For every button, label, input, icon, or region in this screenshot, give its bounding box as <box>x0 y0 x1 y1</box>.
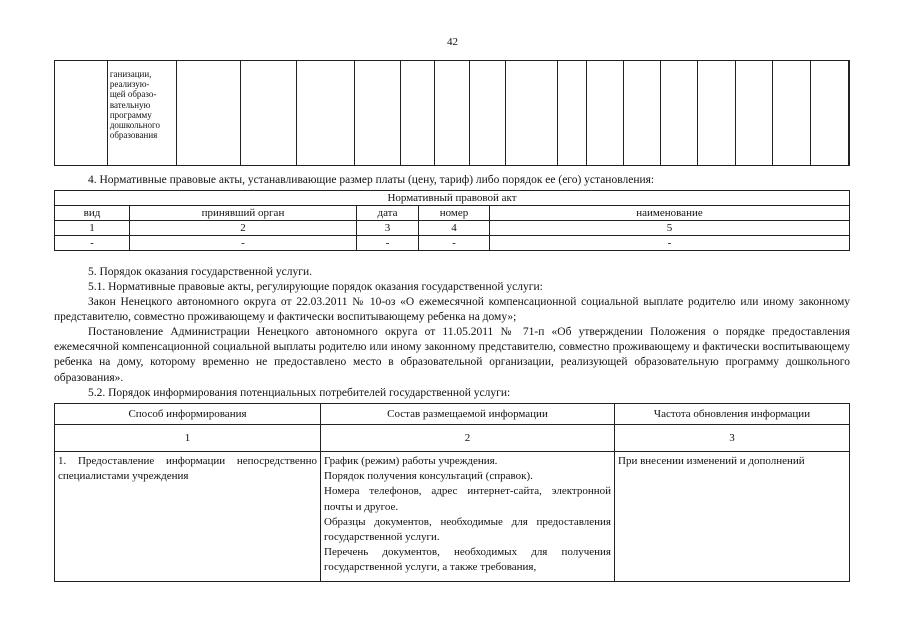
section-5-title: 5. Порядок оказания государственной услуги. <box>88 266 312 278</box>
continuation-table <box>54 60 850 166</box>
resolution-paragraph: Постановление Администрации Ненецкого автономного округа от 11.05.2011 № 71-п «Об утверждении Положения о порядке предоставления ежемесячной компенсационной социальной выплаты родителю или иному законному представителю, совместно проживающему и фактически воспитывающему ребенка на дому, которому временно не предоставлено место в образовательной организации, реализующей образовательную программу дошкольного образования». <box>54 326 850 384</box>
column-number: 4 <box>419 221 490 236</box>
column-header: принявший орган <box>130 206 357 221</box>
table-cell: - <box>130 236 357 251</box>
column-number: 1 <box>55 221 130 236</box>
law-paragraph: Закон Ненецкого автономного округа от 22.03.2011 № 10-оз «О ежемесячной компенсационной социальной выплате родителю или иному законному представителю, совместно проживающему и фактически воспитывающему ребенка на дому»; <box>54 296 850 324</box>
table-row <box>55 452 850 582</box>
table-row <box>55 61 850 166</box>
table-row <box>55 236 850 251</box>
column-header: Способ информирования <box>55 404 321 425</box>
table-cell: - <box>357 236 419 251</box>
fee-acts-table <box>54 190 850 251</box>
table-row <box>55 191 850 206</box>
page-number: 42 <box>447 36 458 48</box>
table-row <box>55 425 850 452</box>
column-header: Состав размещаемой информации <box>321 404 615 425</box>
column-header: Частота обновления информации <box>615 404 850 425</box>
information-content-cell: График (режим) работы учреждения. Порядок получения консультаций (справок). Номера телефонов, адрес интернет-сайта, электронной почты и другое. Образцы документов, необходимые для предоставления государственной услуги. Перечень документов, необходимых для получения государственной услуги, а также требования, <box>321 452 615 582</box>
organization-fragment-cell: ганизации, реализую- щей образо- вательную программу дошкольного образования <box>107 61 176 166</box>
table-cell: - <box>55 236 130 251</box>
section-5-1-title: 5.1. Нормативные правовые акты, регулирующие порядок оказания государственной услуги: <box>88 281 543 293</box>
group-header: Нормативный правовой акт <box>55 191 850 206</box>
update-frequency-cell: При внесении изменений и дополнений <box>615 452 850 582</box>
column-number: 2 <box>130 221 357 236</box>
column-number: 2 <box>321 425 615 452</box>
column-number: 1 <box>55 425 321 452</box>
informing-table <box>54 403 850 582</box>
informing-method-cell: 1. Предоставление информации непосредственно специалистами учреждения <box>55 452 321 582</box>
section-5-2-title: 5.2. Порядок информирования потенциальных потребителей государственной услуги: <box>88 387 511 399</box>
column-number: 5 <box>490 221 850 236</box>
table-cell: - <box>490 236 850 251</box>
table-row <box>55 221 850 236</box>
column-header: наименование <box>490 206 850 221</box>
section-4-title: 4. Нормативные правовые акты, устанавливающие размер платы (цену, тариф) либо порядок ее (его) установления: <box>88 174 655 186</box>
table-cell: - <box>419 236 490 251</box>
table-row <box>55 404 850 425</box>
column-number: 3 <box>357 221 419 236</box>
table-row <box>55 206 850 221</box>
column-header: вид <box>55 206 130 221</box>
column-header: номер <box>419 206 490 221</box>
column-header: дата <box>357 206 419 221</box>
column-number: 3 <box>615 425 850 452</box>
